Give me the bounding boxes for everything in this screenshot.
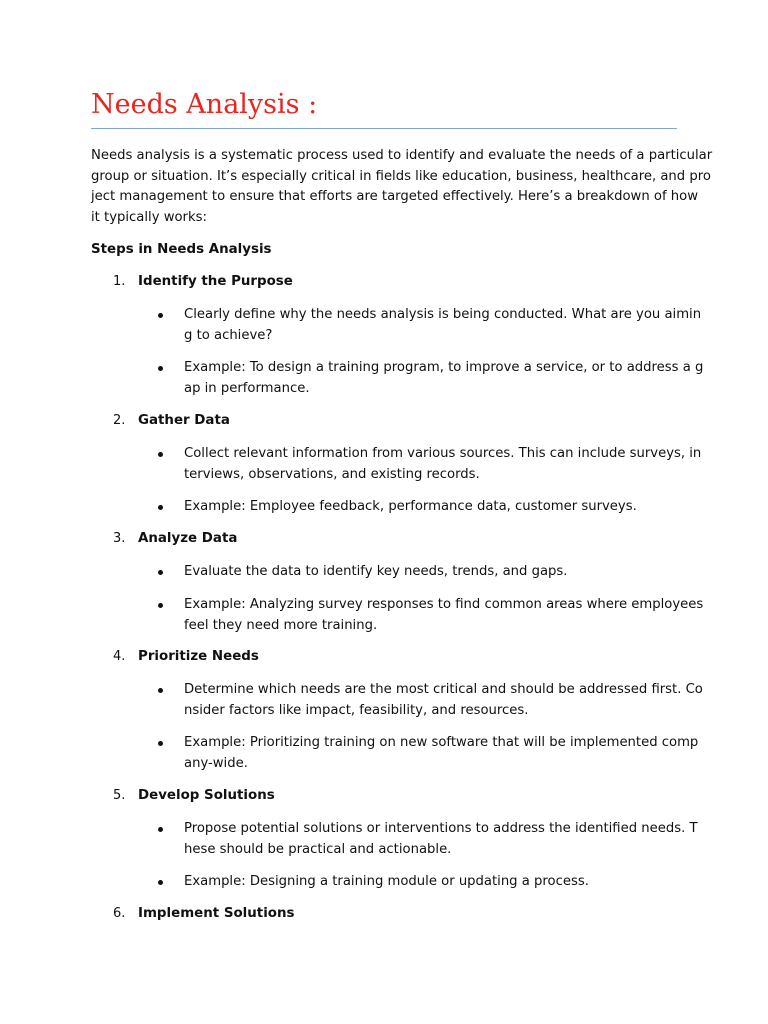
list-item xyxy=(184,305,702,346)
bullet-icon xyxy=(158,688,163,693)
step-title-prioritize-needs: Prioritize Needs xyxy=(138,649,259,664)
list-item xyxy=(184,497,682,518)
intro-line: it typically works: xyxy=(91,210,207,226)
list-item xyxy=(184,444,702,485)
list-item-line: nsider factors like impact, feasibility, and resources. xyxy=(184,702,529,718)
list-item-line: any-wide. xyxy=(184,755,248,771)
step-title-gather-data: Gather Data xyxy=(138,413,230,428)
list-item-line: Propose potential solutions or interventions to address the identified needs. T xyxy=(184,821,698,836)
bullet-icon xyxy=(158,603,163,608)
step-number: 5. xyxy=(113,788,126,803)
list-item xyxy=(184,872,682,893)
intro-paragraph xyxy=(91,146,713,229)
intro-line: group or situation. It’s especially critical in fields like education, business, healthcare, and pro xyxy=(91,168,711,184)
bullet-icon xyxy=(158,452,163,457)
step-number: 3. xyxy=(113,531,126,546)
step-title-identify-purpose: Identify the Purpose xyxy=(138,274,293,289)
list-item-line: Determine which needs are the most critical and should be addressed first. Co xyxy=(184,682,703,697)
step-title-develop-solutions: Develop Solutions xyxy=(138,788,275,803)
intro-line: Needs analysis is a systematic process used to identify and evaluate the needs of a particular xyxy=(91,148,713,163)
step-number: 4. xyxy=(113,649,126,664)
list-item-line: Collect relevant information from various sources. This can include surveys, in xyxy=(184,446,702,461)
list-item-line: terviews, observations, and existing records. xyxy=(184,466,480,482)
list-item-line: Evaluate the data to identify key needs, trends, and gaps. xyxy=(184,564,568,579)
document-title: Needs Analysis : xyxy=(91,89,318,120)
bullet-icon xyxy=(158,741,163,746)
step-title-analyze-data: Analyze Data xyxy=(138,531,238,546)
list-item-line: Clearly define why the needs analysis is being conducted. What are you aimin xyxy=(184,307,702,322)
list-item-line: g to achieve? xyxy=(184,327,273,343)
step-number: 1. xyxy=(113,274,126,289)
bullet-icon xyxy=(158,505,163,510)
bullet-icon xyxy=(158,827,163,832)
step-title-implement-solutions: Implement Solutions xyxy=(138,906,295,921)
list-item xyxy=(184,562,682,583)
list-item-line: Example: Employee feedback, performance data, customer surveys. xyxy=(184,499,637,514)
list-item-line: Example: To design a training program, to improve a service, or to address a g xyxy=(184,360,704,375)
section-heading: Steps in Needs Analysis xyxy=(91,242,272,257)
list-item-line: ap in performance. xyxy=(184,380,310,396)
list-item xyxy=(184,358,704,399)
bullet-icon xyxy=(158,570,163,575)
list-item xyxy=(184,680,703,721)
bullet-icon xyxy=(158,313,163,318)
list-item-line: hese should be practical and actionable. xyxy=(184,841,452,857)
list-item-line: Example: Analyzing survey responses to find common areas where employees xyxy=(184,597,704,612)
bullet-icon xyxy=(158,880,163,885)
list-item xyxy=(184,595,704,636)
intro-line: ject management to ensure that efforts are targeted effectively. Here’s a breakdown of how xyxy=(91,189,698,205)
list-item-line: Example: Designing a training module or updating a process. xyxy=(184,874,589,889)
title-underline xyxy=(91,128,677,129)
list-item xyxy=(184,819,698,860)
step-number: 2. xyxy=(113,413,126,428)
list-item-line: Example: Prioritizing training on new software that will be implemented comp xyxy=(184,735,699,750)
bullet-icon xyxy=(158,366,163,371)
list-item xyxy=(184,733,699,774)
step-number: 6. xyxy=(113,906,126,921)
list-item-line: feel they need more training. xyxy=(184,617,378,633)
